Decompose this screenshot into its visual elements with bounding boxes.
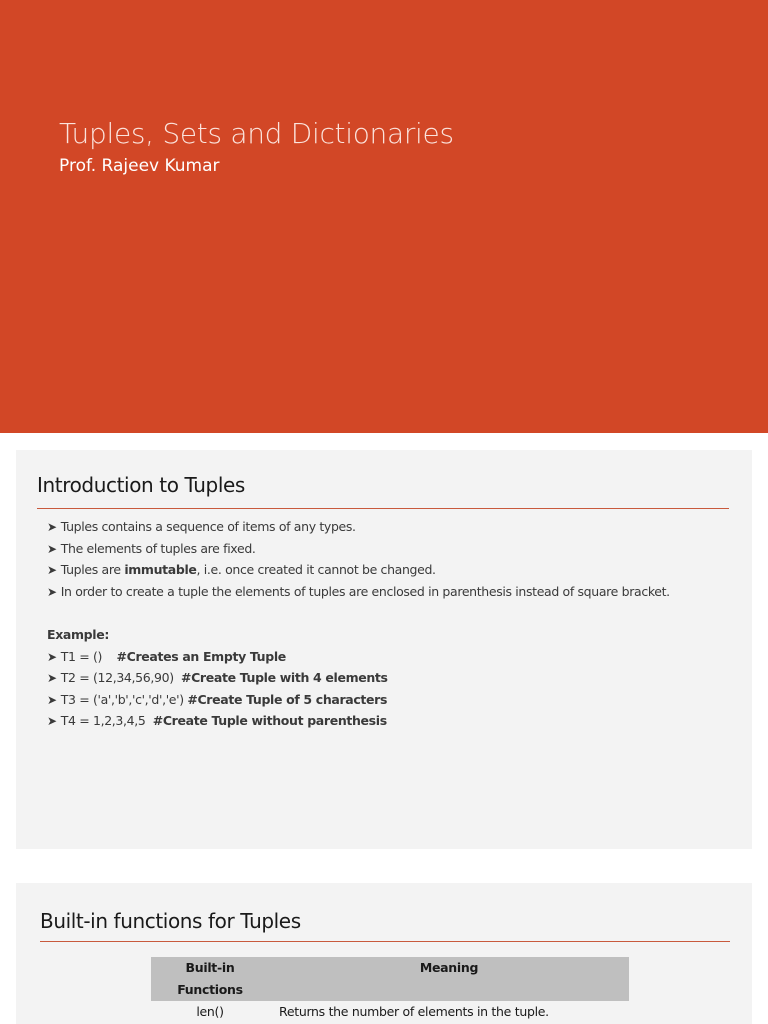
table-cell-meaning: Returns the number of elements in the tuple. (279, 1004, 549, 1019)
example-code: T3 = ('a','b','c','d','e') (60, 691, 188, 707)
table-header-row (151, 957, 629, 1001)
arrow-bullet-icon: ➤ (47, 692, 57, 707)
deck-title: Tuples, Sets and Dictionaries (59, 117, 454, 150)
bullet-text-emphasis: immutable (124, 562, 197, 578)
example-code: T2 = (12,34,56,90) (60, 670, 181, 686)
example-comment: #Creates an Empty Tuple (116, 648, 286, 664)
slide-introduction-to-tuples (16, 450, 752, 849)
example-item (47, 646, 670, 668)
table-row (151, 1001, 629, 1023)
example-item (47, 667, 670, 689)
arrow-bullet-icon: ➤ (47, 563, 57, 578)
arrow-bullet-icon: ➤ (47, 541, 57, 556)
slide-body (47, 516, 670, 732)
spacer (47, 602, 670, 624)
arrow-bullet-icon: ➤ (47, 671, 57, 686)
bullet-item (47, 516, 670, 538)
bullet-text: The elements of tuples are fixed. (60, 540, 256, 556)
table-cell-function: len() (196, 1004, 224, 1019)
bullet-item (47, 538, 670, 560)
heading-rule (40, 941, 730, 942)
title-slide (0, 0, 768, 433)
arrow-bullet-icon: ➤ (47, 649, 57, 664)
arrow-bullet-icon: ➤ (47, 584, 57, 599)
example-comment: #Create Tuple with 4 elements (180, 670, 388, 686)
slide-built-in-functions (16, 883, 752, 1024)
deck-author: Prof. Rajeev Kumar (59, 156, 220, 176)
table-header-meaning: Meaning (269, 957, 629, 1001)
functions-table (151, 957, 629, 1023)
example-item (47, 710, 670, 732)
heading-rule (37, 508, 729, 509)
example-comment: #Create Tuple without parenthesis (152, 713, 387, 729)
table-header-functions: Built-in Functions (151, 957, 269, 1001)
bullet-text-pre: Tuples are (60, 562, 125, 578)
bullet-item (47, 581, 670, 603)
slide-heading: Introduction to Tuples (37, 473, 245, 497)
slide-heading: Built-in functions for Tuples (40, 909, 301, 933)
bullet-text: In order to create a tuple the elements of tuples are enclosed in parenthesis instead of square bracket. (60, 583, 670, 599)
example-code: T1 = () (60, 648, 117, 664)
example-label: Example: (47, 626, 109, 642)
arrow-bullet-icon: ➤ (47, 520, 57, 534)
example-code: T4 = 1,2,3,4,5 (60, 713, 153, 729)
bullet-text: Tuples contains a sequence of items of any types. (60, 519, 356, 534)
bullet-text-post: , i.e. once created it cannot be changed. (196, 562, 436, 578)
example-comment: #Create Tuple of 5 characters (187, 691, 388, 707)
bullet-item (47, 559, 670, 581)
arrow-bullet-icon: ➤ (47, 714, 57, 729)
example-item (47, 689, 670, 711)
